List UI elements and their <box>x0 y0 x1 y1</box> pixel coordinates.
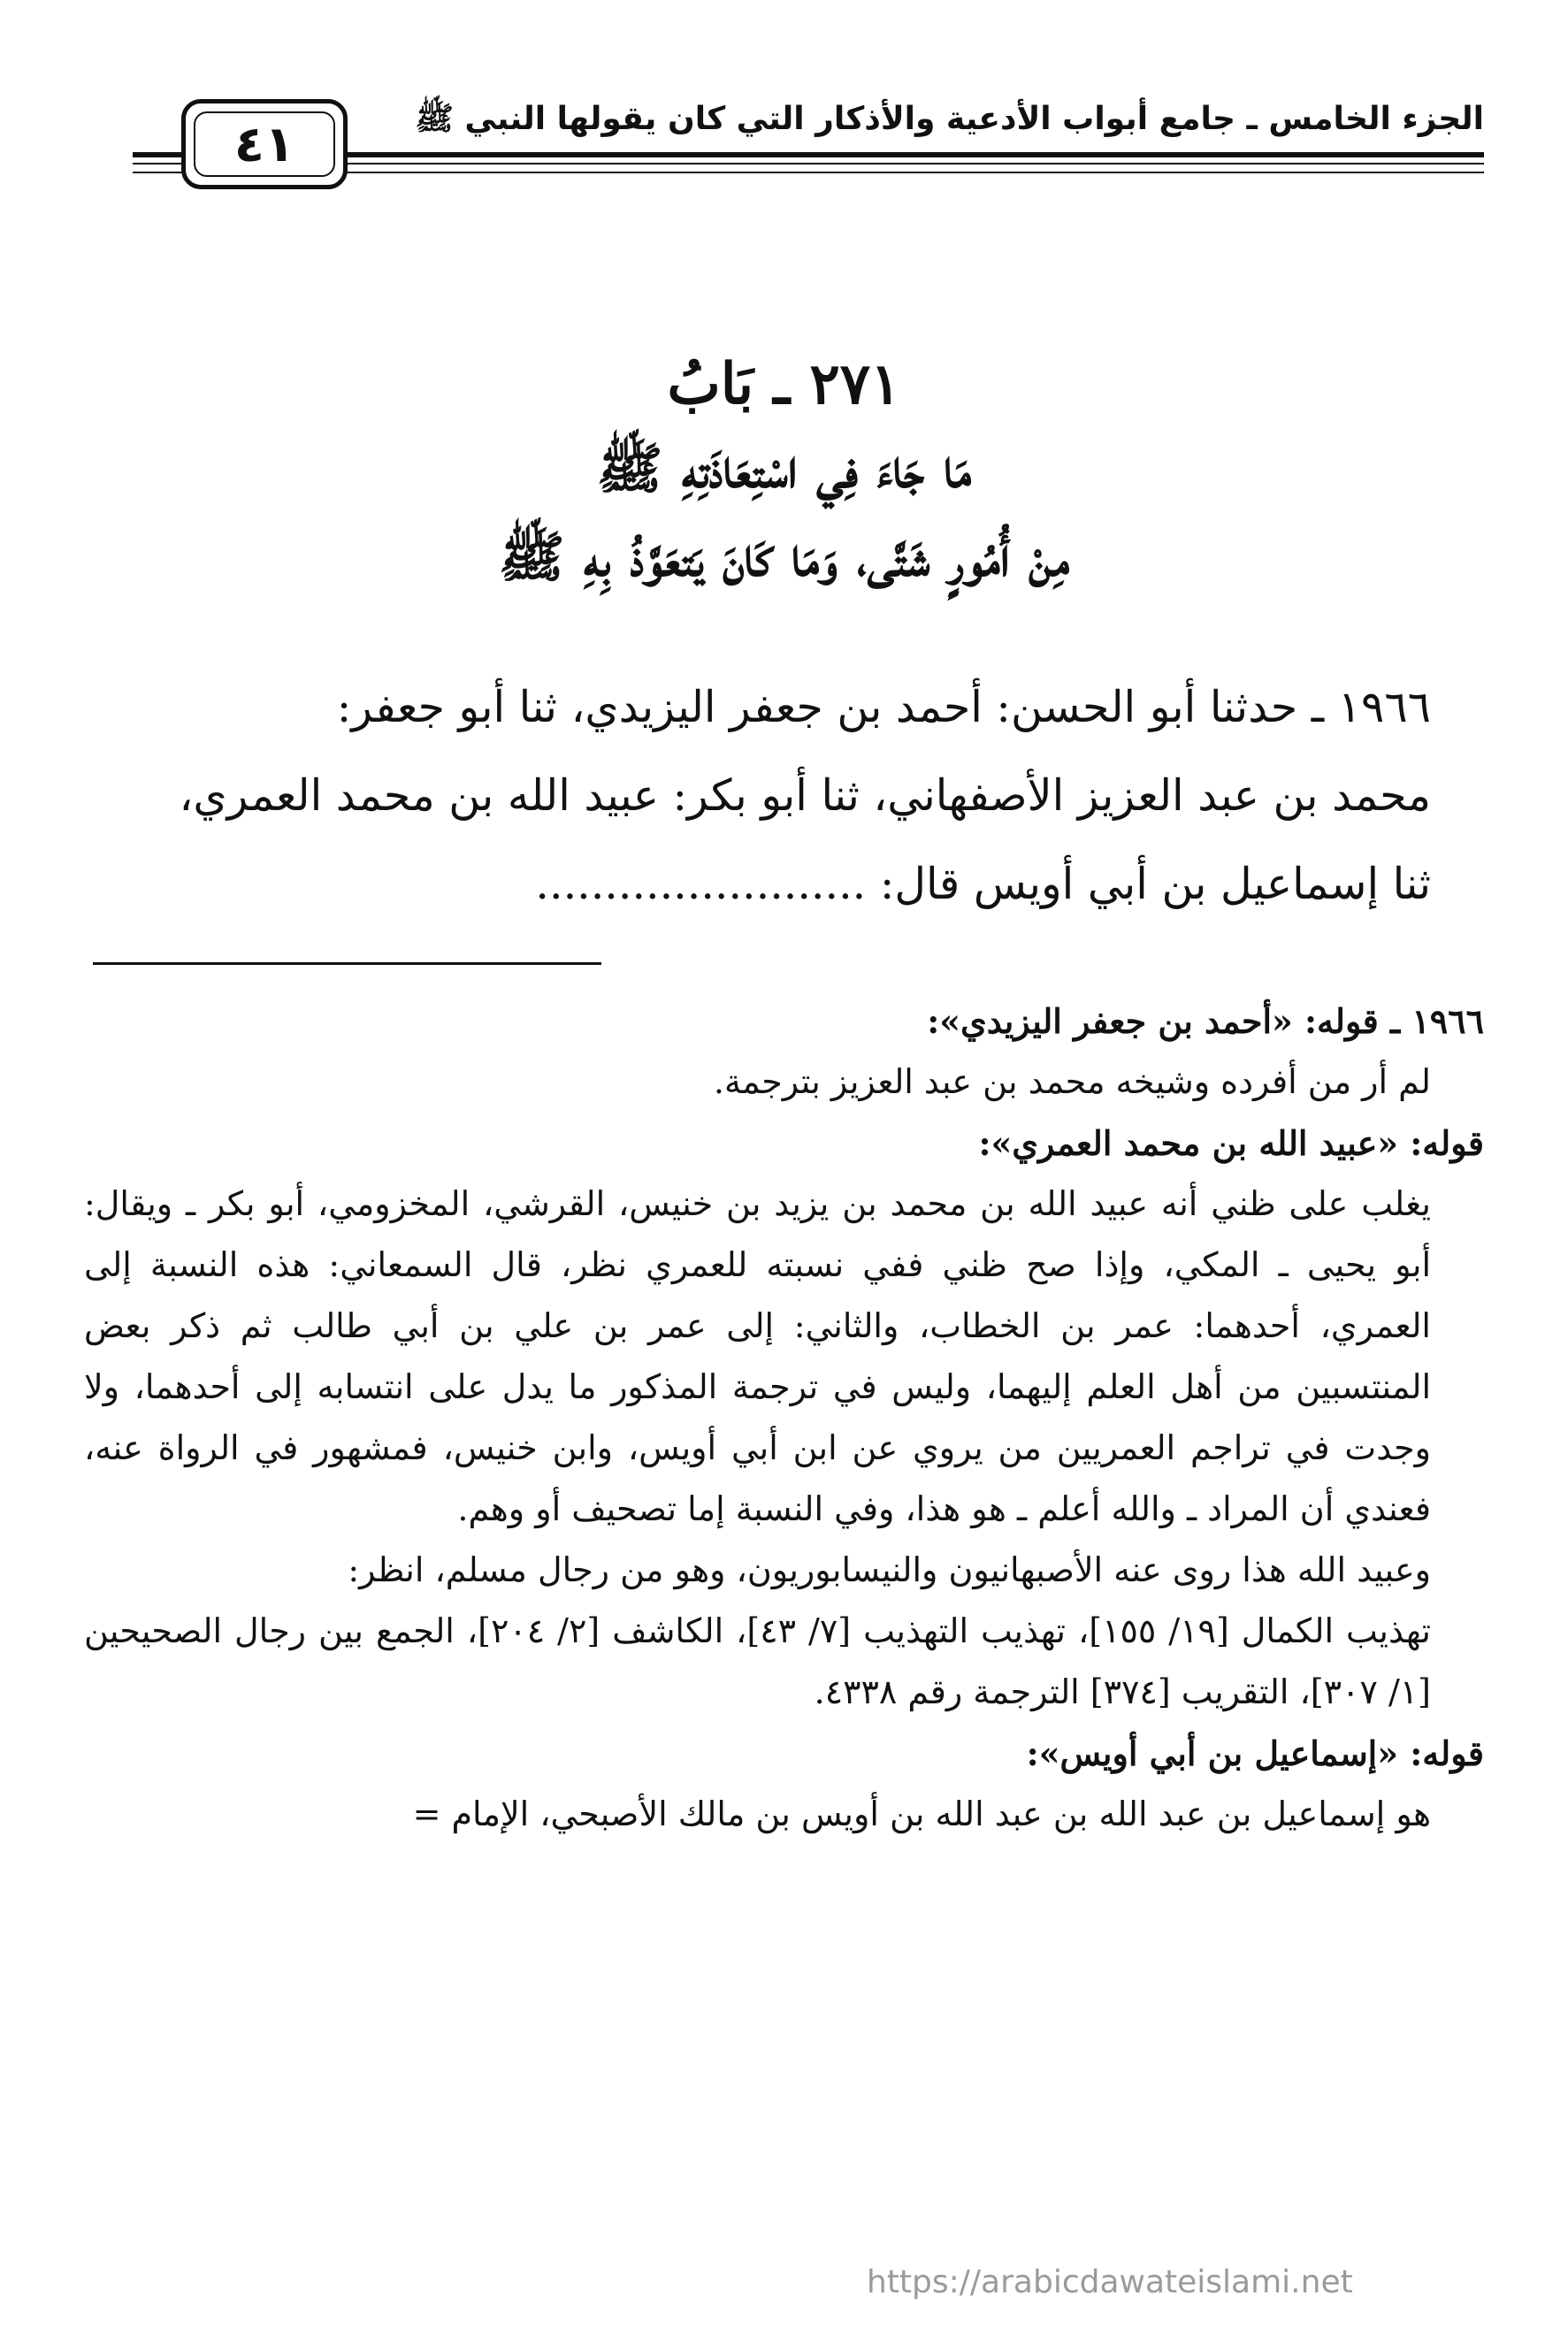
footnote-paragraph: يغلب على ظني أنه عبيد الله بن محمد بن يزيد بن خنيس، القرشي، المخزومي، أبو بكر ـ ويقال: أبو يحيى ـ المكي، وإذا صح ظني ففي نسبته للعمري نظر، قال السمعاني: هذه النسبة إلى العمري، أحدهما: عمر بن الخطاب، والثاني: إلى عمر بن علي بن أبي طالب ثم ذكر بعض المنتسبين من أهل العلم إليهما، وليس في ترجمة المذكور ما يدل على انتسابه إلى أحدهما، ولا وجدت في تراجم العمريين من يروي عن ابن أبي أويس، وابن خنيس، فمشهور في الرواة عنه، فعندي أن المراد ـ والله أعلم ـ هو هذا، وفي النسبة إما تصحيف أو وهم. <box>84 1184 1431 1528</box>
footnote-references: تهذيب الكمال [١٩/ ١٥٥]، تهذيب التهذيب [٧/ ٤٣]، الكاشف [٢/ ٢٠٤]، الجمع بين رجال الصحيحين [١/ ٣٠٧]، التقريب [٣٧٤] الترجمة رقم ٤٣٣٨. <box>84 1611 1431 1711</box>
chapter-title-line-2: مِنْ أُمُورٍ شَتَّى، وَمَا كَانَ يَتعَوَّذُ بِهِ ﷺ <box>498 524 1070 589</box>
chapter-heading <box>133 345 1435 601</box>
chapter-title-line-1: مَا جَاءَ فِي اسْتِعَاذَتِهِ ﷺ <box>596 436 972 501</box>
watermark-url: https://arabicdawateislami.net <box>867 2264 1353 2300</box>
footnote-heading: ١٩٦٦ ـ قوله: «أحمد بن جعفر اليزيدي»: <box>927 1001 1484 1041</box>
hadith-line: ١٩٦٦ ـ حدثنا أبو الحسن: أحمد بن جعفر اليزيدي، ثنا أبو جعفر: <box>336 682 1431 732</box>
footnote-separator <box>93 962 601 965</box>
page-number-frame <box>181 99 348 189</box>
hadith-text <box>137 663 1431 929</box>
footnote-body <box>84 1052 1431 1113</box>
hadith-line: محمد بن عبد العزيز الأصفهاني، ثنا أبو بكر: عبيد الله بن محمد العمري، <box>179 770 1431 821</box>
footnote-paragraph: هو إسماعيل بن عبد الله بن عبد الله بن أويس بن مالك الأصبحي، الإمام = <box>412 1794 1431 1833</box>
footnote-paragraph: وعبيد الله هذا روى عنه الأصبهانيون والنيسابوريون، وهو من رجال مسلم، انظر: <box>348 1550 1431 1589</box>
footnotes <box>84 991 1484 1845</box>
footnote-body <box>84 1174 1431 1723</box>
running-header-title: الجزء الخامس ـ جامع أبواب الأدعية والأذكار التي كان يقولها النبي ﷺ <box>415 101 1484 137</box>
hadith-line <box>137 840 1431 929</box>
hadith-line-text: ثنا إسماعيل بن أبي أويس قال: <box>879 859 1431 909</box>
chapter-number: ٢٧١ ـ بَابُ <box>667 351 901 417</box>
footnote-paragraph: لم أر من أفرده وشيخه محمد بن عبد العزيز بترجمة. <box>713 1062 1431 1101</box>
footnote-heading: قوله: «عبيد الله بن محمد العمري»: <box>978 1123 1484 1163</box>
ellipsis: ........................ <box>535 859 867 909</box>
footnote-body <box>84 1784 1431 1845</box>
footnote-heading: قوله: «إسماعيل بن أبي أويس»: <box>1026 1733 1484 1773</box>
page-number: ٤١ <box>233 115 295 173</box>
